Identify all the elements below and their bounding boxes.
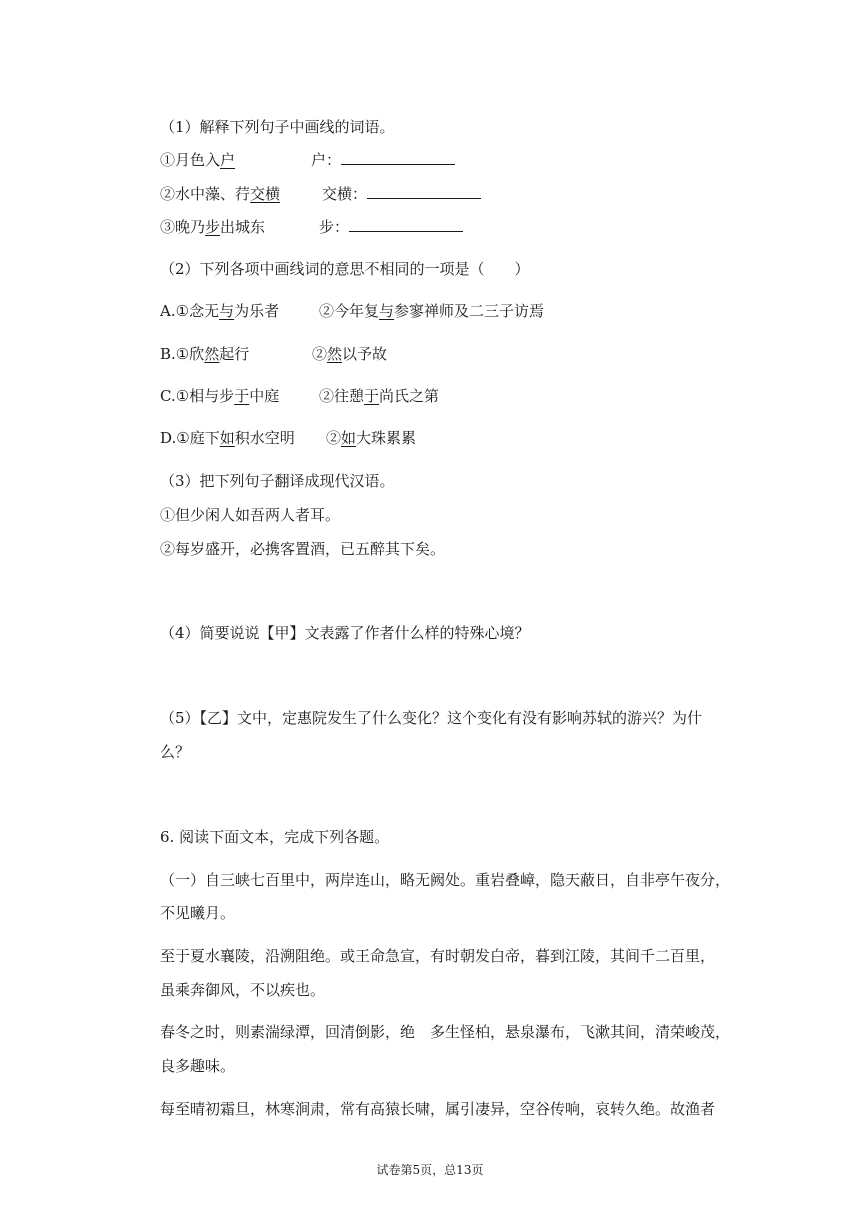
q6-title: 6. 阅读下面文本，完成下列各题。 bbox=[160, 828, 390, 846]
answer-blank[interactable] bbox=[341, 150, 455, 165]
q3-sentence-2: ②每岁盛开，必携客置酒，已五醉其下矣。 bbox=[160, 540, 446, 558]
q3-sentence-1: ①但少闲人如吾两人者耳。 bbox=[160, 506, 341, 524]
q2-option-a-part2: ②今年复与参寥禅师及二三子访焉 bbox=[319, 302, 545, 320]
q6-para-2-line-2: 虽乘奔御风，不以疾也。 bbox=[160, 981, 326, 999]
q1-item-2-answer: 交横： bbox=[322, 184, 481, 204]
q3-title: （3）把下列句子翻译成现代汉语。 bbox=[160, 472, 395, 490]
q1-title: （1）解释下列句子中画线的词语。 bbox=[160, 118, 395, 136]
q6-para-1-line-1: （一）自三峡七百里中，两岸连山，略无阙处。重岩叠嶂，隐天蔽日，自非亭午夜分， bbox=[160, 871, 731, 889]
q2-option-a[interactable]: A.①念无与为乐者 bbox=[160, 302, 280, 320]
answer-blank[interactable] bbox=[367, 184, 481, 199]
q5-line-2: 么？ bbox=[160, 743, 191, 761]
q1-item-1-answer: 户： bbox=[311, 150, 455, 170]
answer-blank[interactable] bbox=[349, 217, 463, 232]
q2-title: （2）下列各项中画线词的意思不相同的一项是（ ） bbox=[160, 260, 530, 278]
q1-item-2: ②水中藻、荇交横 bbox=[160, 185, 281, 203]
q2-option-b-part2: ②然以予故 bbox=[312, 345, 388, 363]
q2-option-c[interactable]: C.①相与步于中庭 bbox=[160, 387, 280, 405]
q4-title: （4）简要说说【甲】文表露了作者什么样的特殊心境？ bbox=[160, 624, 530, 642]
page-footer: 试卷第5页，总13页 bbox=[376, 1163, 484, 1177]
q2-option-c-part2: ②往憩于尚氏之第 bbox=[319, 387, 440, 405]
q2-option-b[interactable]: B.①欣然起行 bbox=[160, 345, 250, 363]
q1-item-1: ①月色入户 bbox=[160, 151, 236, 169]
q2-option-d[interactable]: D.①庭下如积水空明 bbox=[160, 429, 295, 447]
q1-item-3-answer: 步： bbox=[319, 217, 463, 237]
q6-para-2-line-1: 至于夏水襄陵，沿溯阻绝。或王命急宣，有时朝发白帝，暮到江陵，其间千二百里， bbox=[160, 947, 716, 965]
q5-line-1: （5）【乙】文中，定惠院发生了什么变化？这个变化有没有影响苏轼的游兴？为什 bbox=[160, 709, 703, 727]
q6-para-4-line-1: 每至晴初霜旦，林寒涧肃，常有高猿长啸，属引凄异，空谷传响，哀转久绝。故渔者 bbox=[160, 1100, 716, 1118]
q6-para-3-line-1: 春冬之时，则素湍绿潭，回清倒影，绝 多生怪柏，悬泉瀑布，飞漱其间，清荣峻茂， bbox=[160, 1023, 731, 1041]
q2-option-d-part2: ②如大珠累累 bbox=[326, 429, 417, 447]
q6-para-1-line-2: 不见曦月。 bbox=[160, 904, 236, 922]
q6-para-3-line-2: 良多趣味。 bbox=[160, 1057, 236, 1075]
q1-item-3: ③晚乃步出城东 bbox=[160, 218, 266, 236]
